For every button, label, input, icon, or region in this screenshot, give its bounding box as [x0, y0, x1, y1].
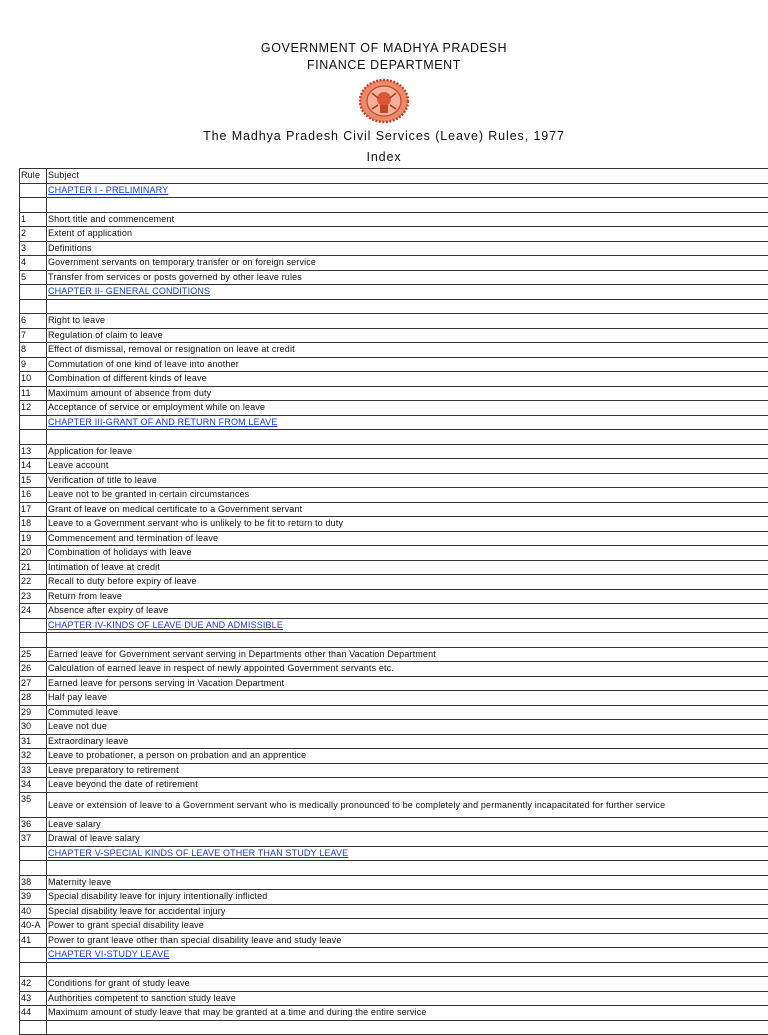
chapter-row	[20, 285, 768, 300]
rule-number: 6	[20, 314, 47, 329]
rule-subject: Leave to a Government servant who is unlikely to be fit to return to duty	[47, 517, 768, 532]
rule-subject: Extraordinary leave	[47, 734, 768, 749]
table-row	[20, 575, 768, 590]
table-row	[20, 357, 768, 372]
rule-number: 44	[20, 1006, 47, 1021]
rule-subject: Earned leave for Government servant serving in Departments other than Vacation Department	[47, 647, 768, 662]
rule-number: 33	[20, 763, 47, 778]
rule-subject: Short title and commencement	[47, 212, 768, 227]
rule-number: 30	[20, 720, 47, 735]
chapter-link[interactable]: CHAPTER VI-STUDY LEAVE	[47, 948, 768, 963]
rule-number: 39	[20, 890, 47, 905]
rule-number: 40	[20, 904, 47, 919]
rule-number: 28	[20, 691, 47, 706]
rule-number: 10	[20, 372, 47, 387]
rule-number: 21	[20, 560, 47, 575]
spacer-cell	[47, 198, 768, 213]
table-row	[20, 817, 768, 832]
rule-subject: Acceptance of service or employment while on leave	[47, 401, 768, 416]
table-row	[20, 343, 768, 358]
table-row	[20, 227, 768, 242]
table-row	[20, 904, 768, 919]
rule-subject: Transfer from services or posts governed by other leave rules	[47, 270, 768, 285]
department-name: FINANCE DEPARTMENT	[0, 57, 768, 74]
table-row	[20, 763, 768, 778]
spacer-cell	[47, 430, 768, 445]
rule-subject: Absence after expiry of leave	[47, 604, 768, 619]
table-row	[20, 270, 768, 285]
rule-subject: Government servants on temporary transfer or on foreign service	[47, 256, 768, 271]
rule-number: 17	[20, 502, 47, 517]
rule-number: 7	[20, 328, 47, 343]
spacer-cell	[47, 299, 768, 314]
spacer-row	[20, 299, 768, 314]
rule-number: 35	[20, 792, 47, 817]
rule-number: 2	[20, 227, 47, 242]
rule-subject: Leave beyond the date of retirement	[47, 778, 768, 793]
table-row	[20, 1006, 768, 1021]
rule-subject: Commuted leave	[47, 705, 768, 720]
chapter-row	[20, 948, 768, 963]
rule-subject: Leave or extension of leave to a Government servant who is medically pronounced to be completely and permanently incapacitated for further service	[47, 792, 768, 817]
document-header	[0, 40, 768, 166]
spacer-cell	[20, 198, 47, 213]
rule-subject: Maximum amount of study leave that may be granted at a time and during the entire service	[47, 1006, 768, 1021]
table-row	[20, 589, 768, 604]
table-row	[20, 676, 768, 691]
rule-subject: Leave not to be granted in certain circumstances	[47, 488, 768, 503]
rule-subject: Authorities competent to sanction study leave	[47, 991, 768, 1006]
rule-number: 24	[20, 604, 47, 619]
rule-subject: Return from leave	[47, 589, 768, 604]
table-row	[20, 662, 768, 677]
rule-number: 25	[20, 647, 47, 662]
spacer-cell	[20, 633, 47, 648]
rule-subject: Commutation of one kind of leave into another	[47, 357, 768, 372]
rule-number: 31	[20, 734, 47, 749]
rule-number: 3	[20, 241, 47, 256]
spacer-row	[20, 430, 768, 445]
rule-number: 9	[20, 357, 47, 372]
chapter-link[interactable]: CHAPTER III-GRANT OF AND RETURN FROM LEAVE	[47, 415, 768, 430]
rule-number: 27	[20, 676, 47, 691]
spacer-cell	[20, 430, 47, 445]
rule-subject: Verification of title to leave	[47, 473, 768, 488]
chapter-row	[20, 415, 768, 430]
table-row	[20, 459, 768, 474]
table-row	[20, 517, 768, 532]
rule-subject: Definitions	[47, 241, 768, 256]
rule-number: 29	[20, 705, 47, 720]
rule-number: 12	[20, 401, 47, 416]
rule-subject: Special disability leave for injury intentionally inflicted	[47, 890, 768, 905]
chapter-rule-cell	[20, 846, 47, 861]
table-row	[20, 531, 768, 546]
spacer-cell	[47, 962, 768, 977]
table-row	[20, 734, 768, 749]
table-row	[20, 473, 768, 488]
spacer-row	[20, 962, 768, 977]
column-header-rule: Rule	[20, 169, 47, 184]
chapter-link[interactable]: CHAPTER V-SPECIAL KINDS OF LEAVE OTHER THAN STUDY LEAVE	[47, 846, 768, 861]
table-row	[20, 386, 768, 401]
chapter-rule-cell	[20, 183, 47, 198]
column-header-subject: Subject	[47, 169, 768, 184]
rule-number: 20	[20, 546, 47, 561]
table-row	[20, 991, 768, 1006]
spacer-cell	[47, 861, 768, 876]
government-name: GOVERNMENT OF MADHYA PRADESH	[0, 40, 768, 57]
chapter-rule-cell	[20, 285, 47, 300]
rule-number: 1	[20, 212, 47, 227]
table-row	[20, 241, 768, 256]
chapter-link[interactable]: CHAPTER I - PRELIMINARY	[47, 183, 768, 198]
rule-subject: Leave account	[47, 459, 768, 474]
rule-subject: Earned leave for persons serving in Vacation Department	[47, 676, 768, 691]
rule-subject: Combination of holidays with leave	[47, 546, 768, 561]
table-row	[20, 560, 768, 575]
rule-subject: Maternity leave	[47, 875, 768, 890]
table-row	[20, 314, 768, 329]
rule-number: 38	[20, 875, 47, 890]
chapter-row	[20, 618, 768, 633]
spacer-row	[20, 861, 768, 876]
table-row	[20, 792, 768, 817]
table-row	[20, 647, 768, 662]
rule-subject: Intimation of leave at credit	[47, 560, 768, 575]
rule-number: 11	[20, 386, 47, 401]
chapter-rule-cell	[20, 415, 47, 430]
spacer-row	[20, 633, 768, 648]
trailing-cell	[47, 1020, 768, 1035]
table-row	[20, 705, 768, 720]
rule-number: 4	[20, 256, 47, 271]
chapter-rule-cell	[20, 948, 47, 963]
rule-subject: Application for leave	[47, 444, 768, 459]
rule-subject: Regulation of claim to leave	[47, 328, 768, 343]
rule-number: 14	[20, 459, 47, 474]
table-row	[20, 919, 768, 934]
table-row	[20, 372, 768, 387]
table-row	[20, 875, 768, 890]
trailing-row	[20, 1020, 768, 1035]
rule-subject: Leave preparatory to retirement	[47, 763, 768, 778]
rule-number: 26	[20, 662, 47, 677]
rule-subject: Maximum amount of absence from duty	[47, 386, 768, 401]
table-header-row	[20, 169, 768, 184]
table-row	[20, 502, 768, 517]
rule-number: 32	[20, 749, 47, 764]
state-emblem-icon	[358, 78, 410, 124]
table-row	[20, 749, 768, 764]
rule-number: 19	[20, 531, 47, 546]
document-subtitle: Index	[0, 149, 768, 166]
rule-subject: Right to leave	[47, 314, 768, 329]
rule-number: 13	[20, 444, 47, 459]
table-row	[20, 546, 768, 561]
spacer-cell	[47, 633, 768, 648]
chapter-row	[20, 183, 768, 198]
rule-subject: Commencement and termination of leave	[47, 531, 768, 546]
rule-number: 15	[20, 473, 47, 488]
rule-number: 22	[20, 575, 47, 590]
rule-subject: Leave to probationer, a person on probation and an apprentice	[47, 749, 768, 764]
rule-subject: Conditions for grant of study leave	[47, 977, 768, 992]
spacer-cell	[20, 299, 47, 314]
rule-number: 36	[20, 817, 47, 832]
rule-subject: Leave not due	[47, 720, 768, 735]
trailing-cell	[20, 1020, 47, 1035]
rules-index-table	[19, 168, 768, 1035]
rule-subject: Leave salary	[47, 817, 768, 832]
chapter-link[interactable]: CHAPTER IV-KINDS OF LEAVE DUE AND ADMISSIBLE	[47, 618, 768, 633]
rule-subject: Extent of application	[47, 227, 768, 242]
rule-subject: Power to grant leave other than special disability leave and study leave	[47, 933, 768, 948]
rule-subject: Effect of dismissal, removal or resignation on leave at credit	[47, 343, 768, 358]
table-row	[20, 401, 768, 416]
table-row	[20, 604, 768, 619]
table-row	[20, 691, 768, 706]
spacer-cell	[20, 861, 47, 876]
spacer-cell	[20, 962, 47, 977]
table-row	[20, 890, 768, 905]
table-row	[20, 720, 768, 735]
table-row	[20, 212, 768, 227]
rule-number: 18	[20, 517, 47, 532]
rule-number: 23	[20, 589, 47, 604]
rule-number: 42	[20, 977, 47, 992]
table-row	[20, 832, 768, 847]
chapter-link[interactable]: CHAPTER II- GENERAL CONDITIONS	[47, 285, 768, 300]
rule-number: 5	[20, 270, 47, 285]
rule-subject: Half pay leave	[47, 691, 768, 706]
rule-subject: Recall to duty before expiry of leave	[47, 575, 768, 590]
table-row	[20, 328, 768, 343]
rule-subject: Special disability leave for accidental injury	[47, 904, 768, 919]
rule-number: 37	[20, 832, 47, 847]
rule-number: 41	[20, 933, 47, 948]
rule-number: 43	[20, 991, 47, 1006]
rule-number: 16	[20, 488, 47, 503]
document-title: The Madhya Pradesh Civil Services (Leave) Rules, 1977	[0, 128, 768, 145]
table-row	[20, 488, 768, 503]
table-row	[20, 444, 768, 459]
rule-subject: Drawal of leave salary	[47, 832, 768, 847]
table-row	[20, 933, 768, 948]
rule-subject: Calculation of earned leave in respect of newly appointed Government servants etc.	[47, 662, 768, 677]
rule-number: 8	[20, 343, 47, 358]
rule-subject: Combination of different kinds of leave	[47, 372, 768, 387]
spacer-row	[20, 198, 768, 213]
table-row	[20, 977, 768, 992]
table-row	[20, 778, 768, 793]
rule-subject: Grant of leave on medical certificate to a Government servant	[47, 502, 768, 517]
rule-number: 34	[20, 778, 47, 793]
table-row	[20, 256, 768, 271]
rule-subject: Power to grant special disability leave	[47, 919, 768, 934]
rule-number: 40-A	[20, 919, 47, 934]
chapter-row	[20, 846, 768, 861]
chapter-rule-cell	[20, 618, 47, 633]
